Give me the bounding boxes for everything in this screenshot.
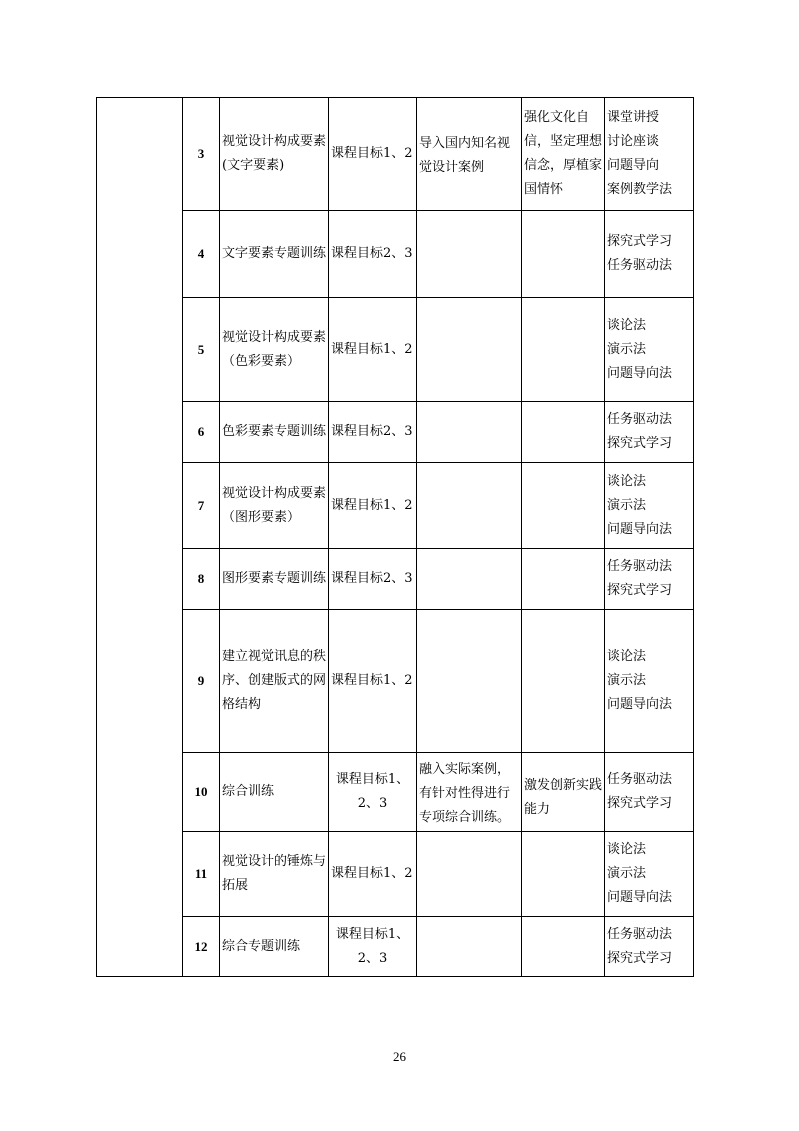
method-item: 任务驱动法: [607, 258, 673, 273]
teaching-content: 建立视觉讯息的秩序、创建版式的网格结构: [220, 610, 329, 753]
row-number: 7: [183, 463, 220, 549]
row-number: 9: [183, 610, 220, 753]
case-cell: [417, 832, 522, 917]
method-item: 谈论法: [607, 473, 647, 489]
method-item: 任务驱动法: [607, 412, 673, 427]
ideology-cell: [522, 610, 605, 753]
table-row: [97, 463, 694, 549]
method-item: 问题导向法: [607, 890, 673, 905]
table-row: [97, 549, 694, 610]
teaching-content: 视觉设计构成要素(文字要素): [220, 98, 329, 211]
ideology-cell: [522, 463, 605, 549]
method-item: 任务驱动法: [607, 559, 673, 574]
case-cell: [417, 610, 522, 753]
teaching-content: 文字要素专题训练: [220, 211, 329, 298]
ideology-cell: 强化文化自信，坚定理想信念，厚植家国情怀: [522, 98, 605, 211]
row-number: 8: [183, 549, 220, 610]
methods-cell: [605, 211, 694, 298]
course-goal: 课程目标1、2、3: [329, 753, 417, 832]
course-goal: 课程目标1、2、3: [329, 917, 417, 977]
teaching-content: 视觉设计构成要素（色彩要素）: [220, 298, 329, 402]
method-item: 案例教学法: [607, 182, 673, 197]
method-item: 探究式学习: [607, 796, 673, 811]
method-item: 讨论座谈: [607, 134, 660, 149]
ideology-cell: [522, 549, 605, 610]
method-item: 任务驱动法: [607, 926, 673, 942]
method-item: 任务驱动法: [607, 772, 673, 787]
methods-cell: [605, 917, 694, 977]
row-number: 11: [183, 832, 220, 917]
method-item: 演示法: [607, 673, 647, 688]
row-number: 3: [183, 98, 220, 211]
case-cell: [417, 917, 522, 977]
case-cell: [417, 549, 522, 610]
course-schedule-table: [96, 97, 694, 977]
course-goal: 课程目标2、3: [329, 211, 417, 298]
methods-cell: [605, 549, 694, 610]
method-item: 探究式学习: [607, 950, 673, 966]
table-row: [97, 753, 694, 832]
row-number: 5: [183, 298, 220, 402]
method-item: 问题导向: [607, 158, 660, 173]
methods-cell: [605, 463, 694, 549]
ideology-cell: [522, 917, 605, 977]
course-goal: 课程目标1、2: [329, 610, 417, 753]
case-cell: [417, 298, 522, 402]
ideology-cell: [522, 298, 605, 402]
method-item: 课堂讲授: [607, 110, 660, 125]
row-number: 4: [183, 211, 220, 298]
teaching-content: 视觉设计的锤炼与拓展: [220, 832, 329, 917]
method-item: 谈论法: [607, 649, 647, 664]
teaching-content: 图形要素专题训练: [220, 549, 329, 610]
teaching-content: 综合专题训练: [220, 917, 329, 977]
methods-cell: [605, 753, 694, 832]
case-cell: [417, 463, 522, 549]
row-number: 12: [183, 917, 220, 977]
method-item: 探究式学习: [607, 436, 673, 451]
row-number: 10: [183, 753, 220, 832]
table-row: [97, 402, 694, 463]
course-goal: 课程目标1、2: [329, 832, 417, 917]
course-goal: 课程目标2、3: [329, 549, 417, 610]
methods-cell: [605, 402, 694, 463]
table-row: [97, 917, 694, 977]
methods-cell: [605, 832, 694, 917]
teaching-content: 视觉设计构成要素（图形要素）: [220, 463, 329, 549]
table-row: [97, 211, 694, 298]
case-cell: 导入国内知名视觉设计案例: [417, 98, 522, 211]
method-item: 谈论法: [607, 317, 647, 333]
case-cell: [417, 402, 522, 463]
table-row: [97, 610, 694, 753]
ideology-cell: [522, 402, 605, 463]
method-item: 谈论法: [607, 842, 647, 857]
teaching-content: 色彩要素专题训练: [220, 402, 329, 463]
case-cell: [417, 211, 522, 298]
method-item: 演示法: [607, 341, 647, 357]
page-number: 26: [393, 1049, 406, 1064]
course-goal: 课程目标2、3: [329, 402, 417, 463]
method-item: 问题导向法: [607, 521, 673, 537]
table-row: [97, 98, 694, 211]
ideology-cell: [522, 211, 605, 298]
case-cell: 融入实际案例，有针对性得进行专项综合训练。: [417, 753, 522, 832]
method-item: 问题导向法: [607, 365, 673, 381]
course-goal: 课程目标1、2: [329, 463, 417, 549]
method-item: 演示法: [607, 497, 647, 513]
method-item: 探究式学习: [607, 583, 673, 598]
method-item: 问题导向法: [607, 697, 673, 712]
ideology-cell: [522, 832, 605, 917]
table-row: [97, 832, 694, 917]
methods-cell: [605, 610, 694, 753]
methods-cell: [605, 98, 694, 211]
method-item: 探究式学习: [607, 234, 673, 249]
row-number: 6: [183, 402, 220, 463]
merged-left-column: [97, 98, 183, 977]
methods-cell: [605, 298, 694, 402]
method-item: 演示法: [607, 866, 647, 881]
teaching-content: 综合训练: [220, 753, 329, 832]
table-row: [97, 298, 694, 402]
course-goal: 课程目标1、2: [329, 98, 417, 211]
course-goal: 课程目标1、2: [329, 298, 417, 402]
ideology-cell: 激发创新实践能力: [522, 753, 605, 832]
